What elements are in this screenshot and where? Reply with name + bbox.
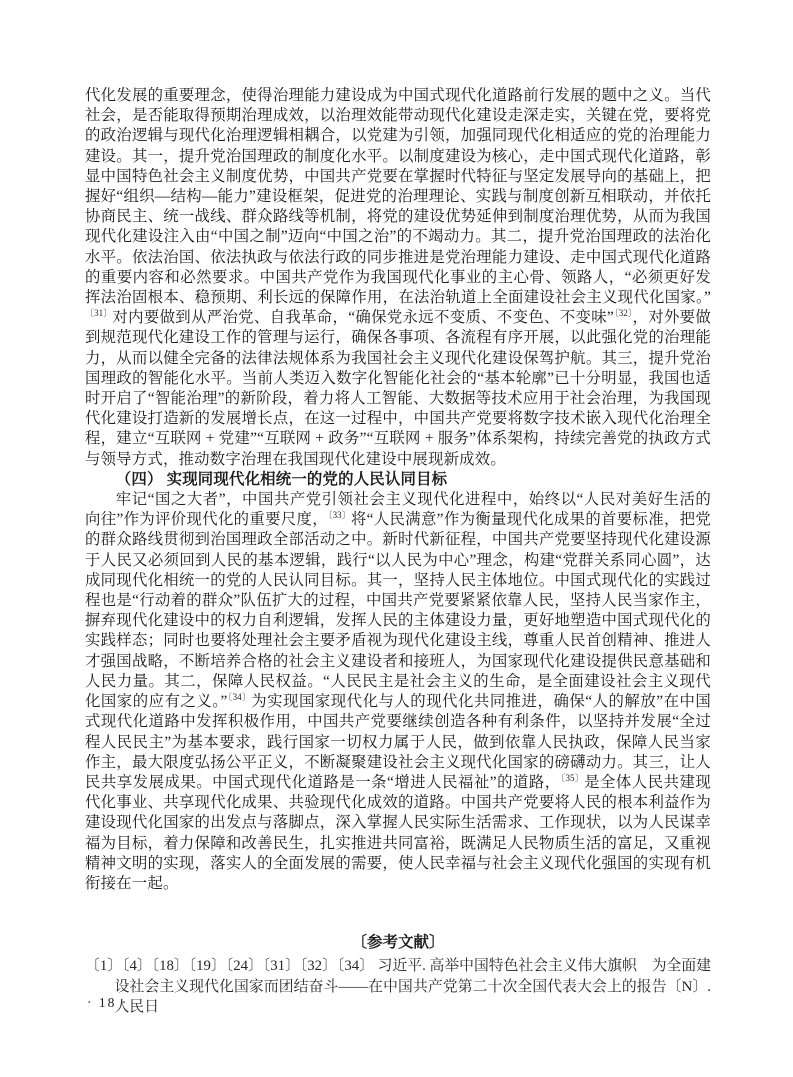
citation-superscript: 〔33〕 (328, 510, 351, 521)
reference-list (85, 956, 711, 1018)
citation-superscript: 〔35〕 (560, 772, 585, 783)
references-heading: 〔参考文献〕 (351, 934, 445, 951)
citation-superscript: 〔34〕 (227, 691, 252, 702)
reference-entry: 〔1〕〔4〕〔18〕〔19〕〔24〕〔31〕〔32〕〔34〕 习近平. 高举中国特色社会主义伟大旗帜 为全面建设社会主义现代化国家而团结奋斗——在中国共产党第二十次全国代表大会上的报告〔N〕. 人民日 (85, 958, 711, 1016)
citation-superscript: 〔32〕 (613, 308, 633, 319)
article-body (85, 86, 711, 928)
section-heading: （四） 实现同现代化相统一的党的人民认同目标 (115, 470, 448, 488)
page-number: · 18 · (87, 995, 129, 1010)
citation-superscript: 〔31〕 (85, 308, 113, 319)
references-section (85, 930, 711, 1018)
paragraph-main: 牢记“国之大者”，中国共产党引领社会主义现代化进程中，始终以“人民对美好生活的向往”作为评价现代化的重要尺度，$^{〔33〕}$将“人民满意”作为衡量现代化成果的首要标准，把党的群众路线贯彻到治国理政全部活动之中。新时代新征程，中国共产党要坚持现代化建设源于人民又必须回到人民的基本逻辑，践行“以人民为中心”理念，构建“党群关系同心圆”，达成同现代化相统一的党的人民认同目标。其一，坚持人民主体地位。中国式现代化的实践过程也是“行动着的群众”队伍扩大的过程，中国共产党要紧紧依靠人民，坚持人民当家作主，摒弃现代化建设中的权力自利逻辑，发挥人民的主体建设力量，更好地塑造中国式现代化的实践样态；同时也要将处理社会主要矛盾视为现代化建设主线，尊重人民首创精神、推进人才强国战略，不断培养合格的社会主义建设者和接班人，为国家现代化建设提供民意基础和人民力量。其二，保障人民权益。“人民民主是社会主义的生命，是全面建设社会主义现代化国家的应有之义。”$^{〔34〕}$为实现国家现代化与人的现代化共同推进，确保“人的解放”在中国式现代化道路中发挥积极作用，中国共产党要继续创造各种有利条件，以坚持并发展“全过程人民民主”为基本要求，践行国家一切权力属于人民，做到依靠人民执政，保障人民当家作主，最大限度弘扬公平正义，不断凝聚建设社会主义现代化国家的磅礴动力。其三，让人民共享发展成果。中国式现代化道路是一条“增进人民福祉”的道路，$^{〔35〕}$是全体人民共建现代化事业、共享现代化成果、共验现代化成效的道路。中国共产党要将人民的根本利益作为建设现代化国家的出发点与落脚点，深入掌握人民实际生活需求、工作现状，以为人民谋幸福为目标，着力保障和改善民生，扎实推进共同富裕，既满足人民物质生活的富足，又重视精神文明的实现，落实人的全面发展的需要，使人民幸福与社会主义现代化强国的实现有机衔接在一起。 (85, 491, 711, 892)
paragraph-continuation: 代化发展的重要理念，使得治理能力建设成为中国式现代化道路前行发展的题中之义。当代社会，是否能取得预期治理成效，以治理效能带动现代化建设走深走实，关键在党，要将党的政治逻辑与现代化治理逻辑相耦合，以党建为引领，加强同现代化相适应的党的治理能力建设。其一，提升党治国理政的制度化水平。以制度建设为核心，走中国式现代化道路，彰显中国特色社会主义制度优势，中国共产党要在掌握时代特征与坚定发展导向的基础上，把握好“组织—结构—能力”建设框架，促进党的治理理论、实践与制度创新互相联动，并依托协商民主、统一战线、群众路线等机制，将党的建设优势延伸到制度治理优势，从而为我国现代化建设注入由“中国之制”迈向“中国之治”的不竭动力。其二，提升党治国理政的法治化水平。依法治国、依法执政与依法行政的同步推进是党治理能力建设、走中国式现代化道路的重要内容和必然要求。中国共产党作为我国现代化事业的主心骨、领路人，“必须更好发挥法治固根本、稳预期、利长远的保障作用，在法治轨道上全面建设社会主义现代化国家。”$^{〔31〕}$对内要做到从严治党、自我革命，“确保党永远不变质、不变色、不变味”$^{〔32〕}$，对外要做到规范现代化建设工作的管理与运行，确保各事项、各流程有序开展，以此强化党的治理能力，从而以健全完备的法律法规体系为我国社会主义现代化建设保驾护航。其三，提升党治国理政的智能化水平。当前人类迈入数字化智能化社会的“基本轮廓”已十分明显，我国也适时开启了“智能治理”的新阶段，着力将人工智能、大数据等技术应用于社会治理，为我国现代化建设打造新的发展增长点，在这一过程中，中国共产党要将数字技术嵌入现代化治理全程，建立“互联网 + 党建”“互联网 + 政务”“互联网 + 服务”体系架构，持续完善党的执政方式与领导方式，推动数字治理在我国现代化建设中展现新成效。 (85, 87, 711, 468)
